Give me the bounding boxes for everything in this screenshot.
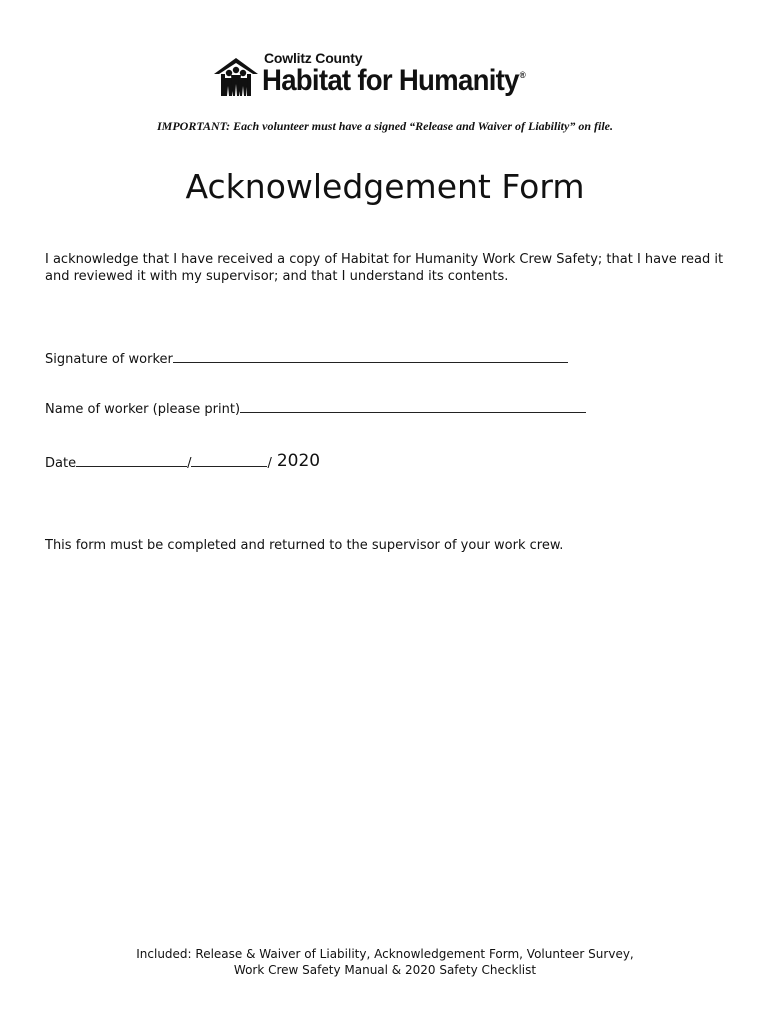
date-month-line[interactable]	[76, 454, 187, 467]
date-year: 2020	[276, 451, 321, 471]
date-day-line[interactable]	[191, 454, 267, 467]
logo-org-name-text: Habitat for Humanity	[262, 64, 519, 97]
signature-field	[45, 350, 568, 367]
date-separator-1: /	[187, 456, 192, 471]
signature-label: Signature of worker	[45, 352, 173, 367]
footer-line-2: Work Crew Safety Manual & 2020 Safety Checklist	[233, 963, 537, 977]
name-label: Name of worker (please print)	[45, 402, 241, 417]
habitat-house-people-icon	[212, 56, 260, 98]
signature-line[interactable]	[173, 350, 568, 363]
date-label: Date	[45, 456, 77, 471]
date-field	[45, 452, 320, 472]
name-field	[45, 400, 586, 417]
important-notice: IMPORTANT: Each volunteer must have a signed “Release and Waiver of Liability” on file.	[157, 119, 613, 133]
return-instruction: This form must be completed and returned to the supervisor of your work crew.	[45, 538, 564, 553]
acknowledgement-text: I acknowledge that I have received a copy of Habitat for Humanity Work Crew Safety; that I have read it and reviewed it with my supervisor; and that I understand its contents.	[45, 252, 724, 284]
footer	[0, 946, 770, 978]
footer-line-1: Included: Release & Waiver of Liability, Acknowledgement Form, Volunteer Survey,	[136, 947, 634, 961]
logo-org-name	[262, 64, 525, 98]
registered-mark: ®	[519, 70, 526, 80]
habitat-logo	[212, 50, 558, 102]
logo-org-location: Cowlitz County	[264, 50, 363, 66]
name-line[interactable]	[240, 400, 586, 413]
date-separator-2: /	[267, 456, 272, 471]
page-title: Acknowledgement Form	[185, 167, 585, 206]
